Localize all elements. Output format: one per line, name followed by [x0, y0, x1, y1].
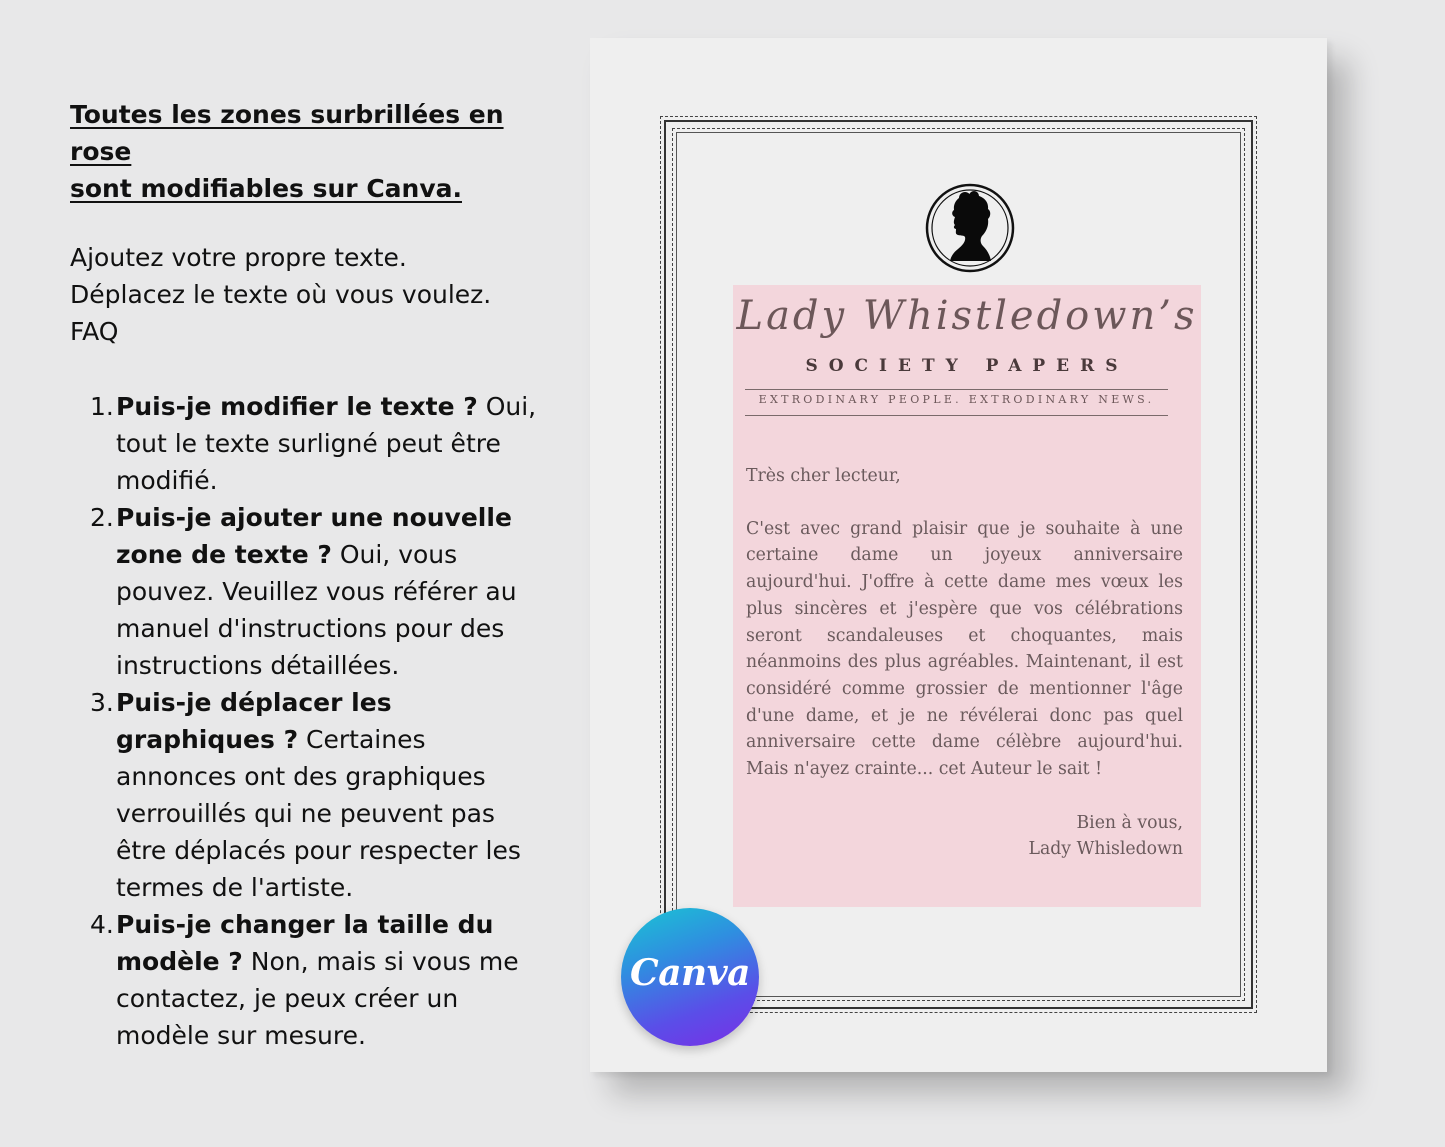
editable-pink-zone	[733, 285, 1201, 907]
faq-question: Puis-je déplacer les graphiques ?	[116, 688, 392, 754]
faq-item	[90, 684, 545, 906]
divider-bottom	[745, 415, 1168, 416]
faq-question: Puis-je ajouter une nouvelle zone de texte ?	[116, 503, 512, 569]
intro-line-3: FAQ	[70, 317, 119, 346]
intro-line-1: Ajoutez votre propre texte.	[70, 243, 407, 272]
closing-line-1: Bien à vous,	[1076, 812, 1183, 833]
letter-text: C'est avec grand plaisir que je souhaite à une certaine dame un joyeux anniversaire aujourd'hui. J'offre à cette dame mes vœux les plus sincères et j'espère que vos célébrations seront scandaleuses et choquantes, mais néanmoins des plus agréables. Maintenant, il est considéré comme grossier de mentionner l'âge d'une dame, et je ne révélerai donc pas quel anniversaire cette dame célèbre aujourd'hui. Mais n'ayez crainte... cet Auteur le sait !	[746, 518, 1183, 780]
letter-greeting: Très cher lecteur,	[746, 466, 901, 486]
letter-body	[746, 463, 1183, 863]
document-subtitle: SOCIETY PAPERS	[805, 356, 1129, 376]
closing-signature: Lady Whisledown	[1028, 839, 1183, 860]
faq-list	[70, 388, 545, 1054]
faq-number: 2.	[90, 503, 114, 532]
faq-answer: Oui, tout le texte surligné peut être modifié.	[116, 392, 537, 495]
letter-closing	[746, 810, 1183, 863]
faq-item	[90, 499, 545, 684]
document-title: Lady Whistledown’s	[736, 293, 1198, 339]
faq-item	[90, 388, 545, 499]
heading-line-2: sont modifiables sur Canva.	[70, 174, 462, 203]
canva-logo-text: Canva	[630, 952, 750, 994]
divider-top	[745, 389, 1168, 390]
canva-logo	[621, 908, 759, 1046]
intro-text	[70, 239, 545, 350]
faq-item	[90, 906, 545, 1054]
faq-number: 1.	[90, 392, 114, 421]
faq-question: Puis-je modifier le texte ?	[116, 392, 478, 421]
faq-question: Puis-je changer la taille du modèle ?	[116, 910, 494, 976]
document-tagline: EXTRODINARY PEOPLE. EXTRODINARY NEWS.	[758, 393, 1155, 406]
faq-answer: Oui, vous pouvez. Veuillez vous référer au manuel d'instructions pour des instructions détaillées.	[116, 540, 517, 680]
instructions-heading	[70, 96, 545, 207]
heading-line-1: Toutes les zones surbrillées en rose	[70, 100, 504, 166]
instructions-panel	[70, 96, 545, 1054]
intro-line-2: Déplacez le texte où vous voulez.	[70, 280, 492, 309]
faq-answer: Non, mais si vous me contactez, je peux créer un modèle sur mesure.	[116, 947, 519, 1050]
faq-number: 3.	[90, 688, 114, 717]
faq-answer: Certaines annonces ont des graphiques verrouillés qui ne peuvent pas être déplacés pour respecter les termes de l'artiste.	[116, 725, 521, 902]
silhouette-cameo-icon	[925, 183, 1015, 273]
faq-number: 4.	[90, 910, 114, 939]
